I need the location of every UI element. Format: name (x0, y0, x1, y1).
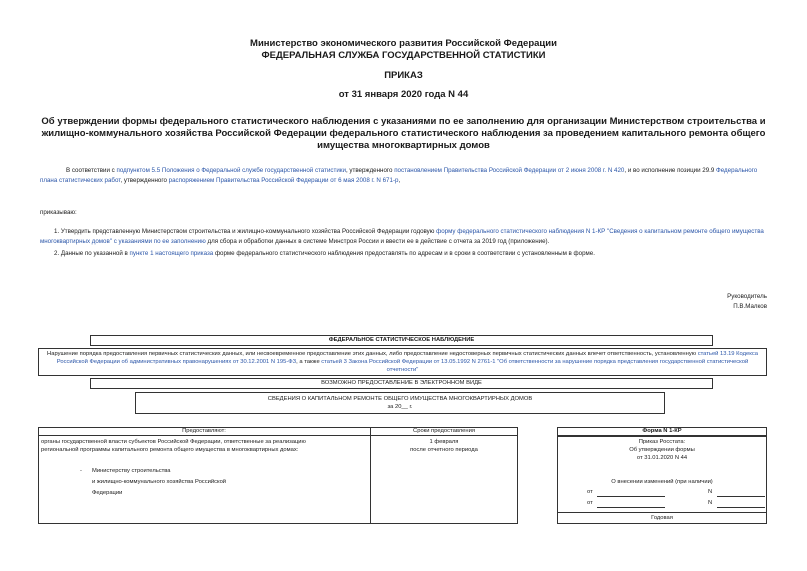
doc-type: ПРИКАЗ (384, 70, 423, 81)
link-order-671[interactable]: распоряжением Правительства Российской Федерации от 6 мая 2008 г. N 671-р (168, 176, 399, 184)
changes-number-field-2[interactable] (717, 507, 765, 508)
preamble (40, 166, 767, 185)
changes-date-field-1[interactable] (597, 496, 665, 497)
item1-text-1: 1. Утвердить представленную Министерством строительства и жилищно-коммунального хозяйства Российской Федерации годовую (54, 228, 437, 235)
order-line-1: Приказ Росстата: (638, 439, 686, 445)
changes-label: О внесении изменений (при наличии) (611, 479, 713, 485)
link-point-1[interactable]: пункте 1 настоящего приказа (129, 250, 214, 257)
submitters-dash: - (80, 468, 82, 474)
info-title: СВЕДЕНИЯ О КАПИТАЛЬНОМ РЕМОНТЕ ОБЩЕГО ИМУЩЕСТВА МНОГОКВАРТИРНЫХ ДОМОВ (267, 396, 533, 402)
changes-date-field-2[interactable] (597, 507, 665, 508)
order-line-3: от 31.01.2020 N 44 (636, 455, 688, 461)
observation-title: ФЕДЕРАЛЬНОЕ СТАТИСТИЧЕСКОЕ НАБЛЮДЕНИЕ (90, 335, 713, 346)
link-regulation[interactable]: подпунктом 5.5 Положения о Федеральной службе государственной статистики (116, 167, 346, 174)
order-line-2: Об утверждении формы (629, 447, 695, 453)
changes-from-label-2: от (587, 500, 593, 506)
form-number: Форма N 1-КР (557, 427, 767, 436)
info-box (135, 392, 665, 414)
preamble-text-3: , и во исполнение позиции 29.9 (624, 167, 717, 174)
service-name: ФЕДЕРАЛЬНАЯ СЛУЖБА ГОСУДАРСТВЕННОЙ СТАТИСТИКИ (261, 50, 546, 61)
col-submitters-header: Предоставляют: (182, 428, 226, 434)
changes-number-field-1[interactable] (717, 496, 765, 497)
page-title: Об утверждении формы федерального статистического наблюдения с указаниями по ее заполнению для организации Министерством строительства и жилищно-коммунального хозяйства Российской Федерации федерального статистического наблюдения за проведением капитального ремонта общего имущества многоквартирных домов (41, 116, 766, 151)
order-item-2 (40, 249, 767, 259)
preamble-text-4: , утвержденного (120, 176, 169, 184)
period-divider (557, 512, 767, 513)
preamble-text-2: , утвержденного (345, 167, 395, 174)
signature-role: Руководитель (727, 293, 767, 300)
order-item-1 (40, 227, 767, 246)
ministry-name: Министерство экономического развития Российской Федерации (250, 38, 557, 49)
recipient-line-1: Министерству строительства (92, 468, 171, 474)
changes-from-label-1: от (587, 489, 593, 495)
info-year: за 20__ г. (387, 404, 413, 410)
changes-n-label-1: N (708, 489, 713, 495)
recipient-line-2: и жилищно-коммунального хозяйства Российской (92, 479, 227, 485)
item1-text-2: для сбора и обработки данных в системе Минстроя России и ввести ее в действие с отчета за 2019 год (приложение). (205, 237, 550, 245)
preamble-text-1: В соответствии с (66, 167, 117, 174)
table-header-line (38, 435, 518, 436)
period-label: Годовая (651, 515, 673, 521)
link-koap-1319[interactable]: статьей 13.19 Кодекса Российской Федерации об административных правонарушениях от 30.12.2001 N 195-ФЗ (56, 351, 758, 365)
link-decree-420[interactable]: постановлением Правительства Российской Федерации от 2 июня 2008 г. N 420 (394, 167, 625, 174)
orders-word: приказываю: (40, 209, 77, 216)
doc-date-number: от 31 января 2020 года N 44 (338, 89, 469, 100)
changes-n-label-2: N (708, 500, 713, 506)
recipient-line-3: Федерации (92, 490, 123, 496)
deadline-line-1: 1 февраля (429, 439, 459, 445)
link-form-1kr[interactable]: форму федерального статистического наблюдения N 1-КР "Сведения о капитальном ремонте общего имущества многоквартирных домов" с указаниями по ее заполнению (40, 228, 764, 245)
warning-text-1: Нарушение порядка предоставления первичных статистических данных, или несвоевременное предоставление этих данных, либо предоставление недостоверных первичных статистических данных влечет ответственность, установленную (47, 351, 698, 357)
link-law-2761[interactable]: статьей 3 Закона Российской Федерации от 13.05.1992 N 2761-1 "Об ответственности за нарушение порядка представления государственной статистической отчетности" (321, 359, 749, 373)
item2-text-1: 2. Данные по указанной в (54, 250, 130, 257)
item2-text-2: форме федерального статистического наблюдения предоставлять по адресам и в сроки в соответствии с установленным в форме. (213, 250, 595, 257)
warning-box (38, 348, 767, 376)
warning-text-2: , а также (296, 359, 322, 365)
electronic-submission: ВОЗМОЖНО ПРЕДОСТАВЛЕНИЕ В ЭЛЕКТРОННОМ ВИДЕ (90, 378, 713, 389)
link-federal-plan[interactable]: Федерального плана статистических работ (40, 167, 758, 184)
submitters-text: органы государственной власти субъектов Российской Федерации, ответственные за реализацию региональной программы капитального ремонта общего имущества в многоквартирных домах: (41, 439, 306, 453)
deadline-line-2: после отчетного периода (410, 447, 478, 453)
signature-name: П.В.Малков (733, 303, 767, 310)
preamble-text-5: , (398, 176, 401, 184)
col-deadline-header: Сроки предоставления (413, 428, 475, 434)
